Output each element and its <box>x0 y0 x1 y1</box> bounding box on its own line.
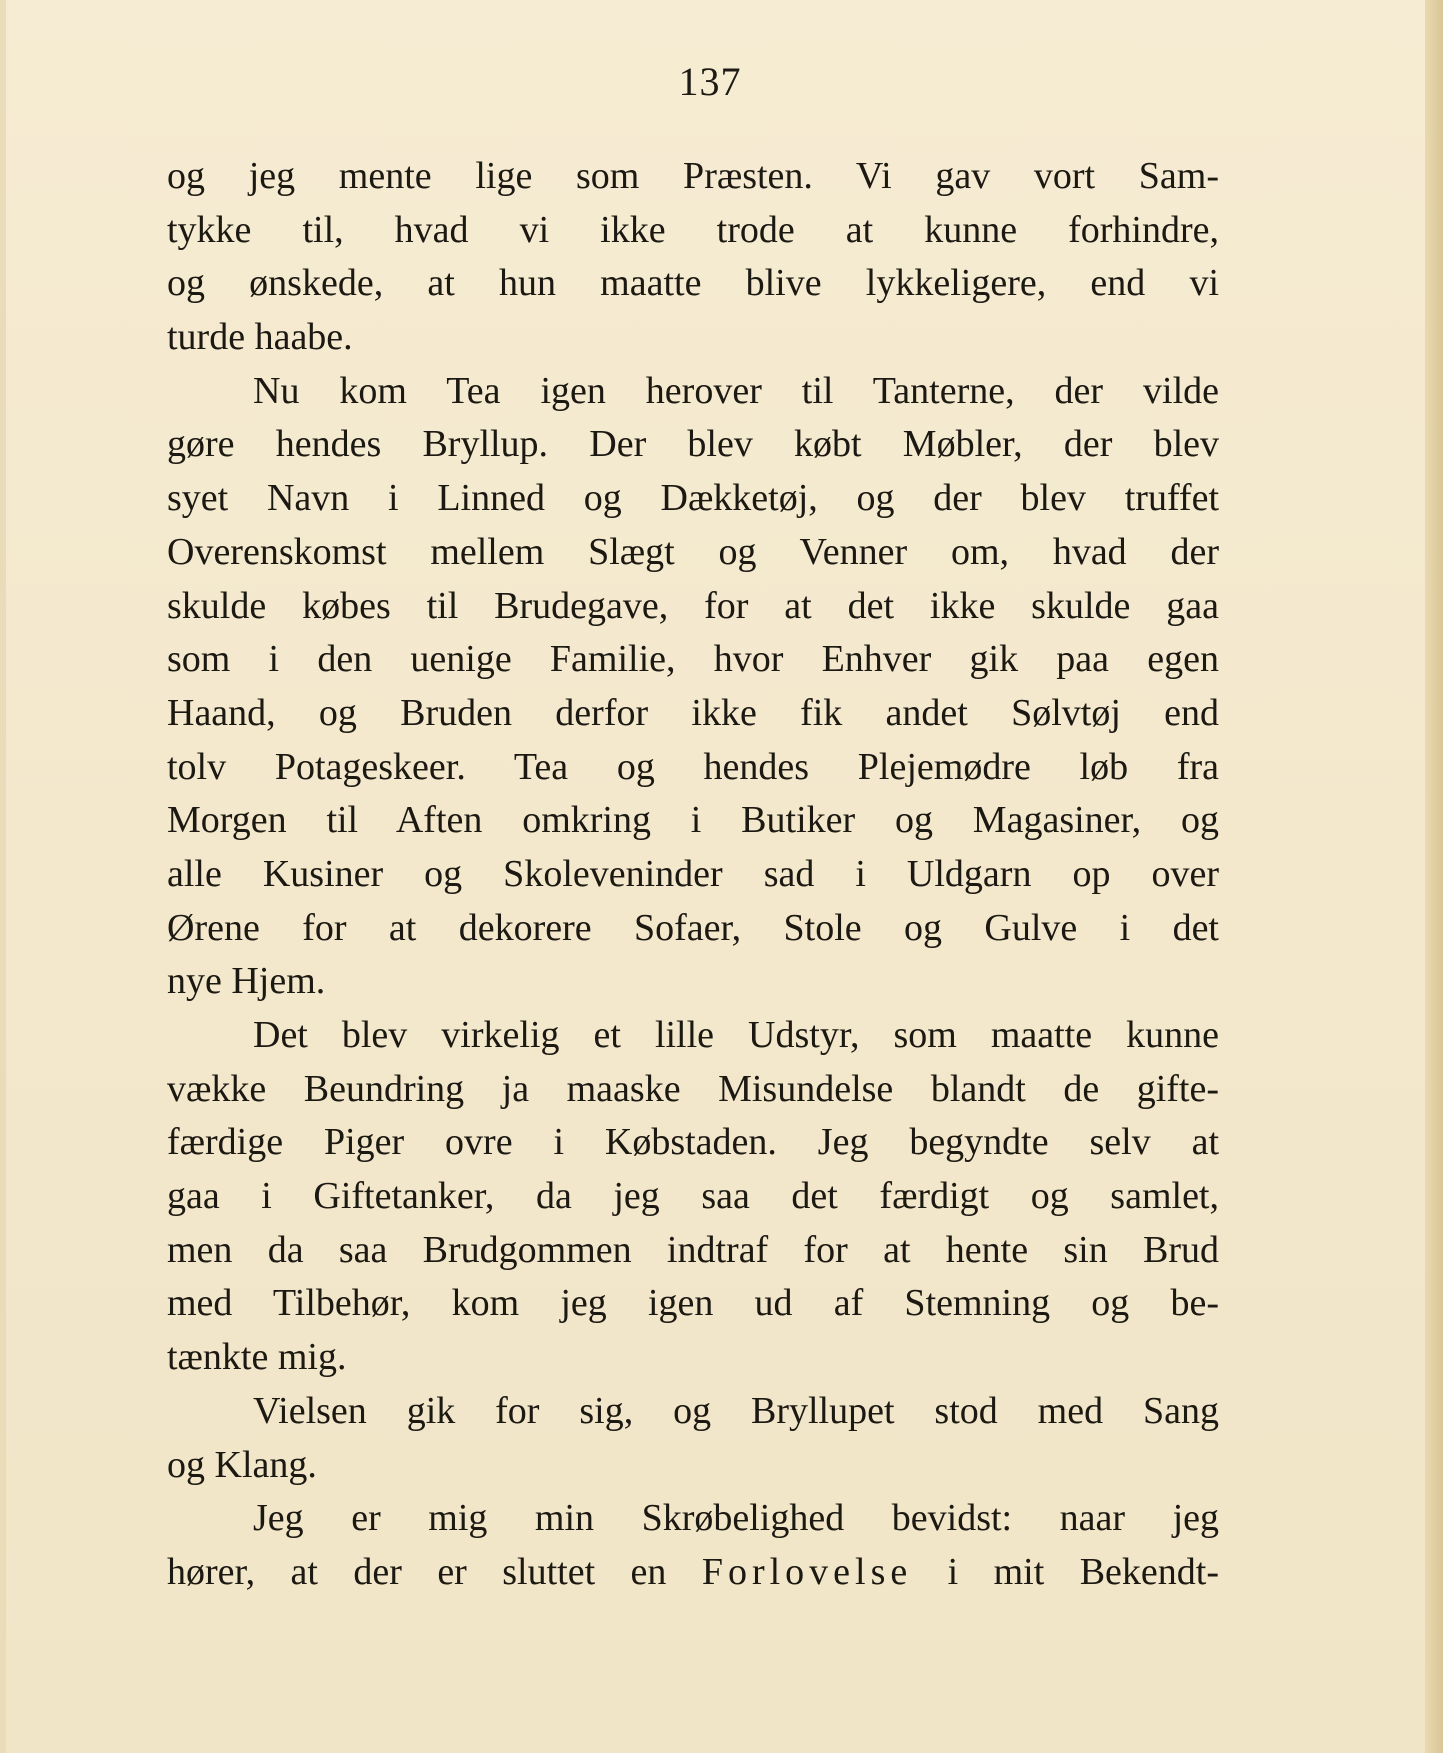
text-line: turde haabe. <box>167 316 353 359</box>
text-line: Haand, og Bruden derfor ikke fik andet Sølvtøj end <box>167 691 1219 734</box>
text-line: Jeg er mig min Skrøbelighed bevidst: naar jeg <box>253 1497 1219 1540</box>
text-line: og jeg mente lige som Præsten. Vi gav vort Sam- <box>167 155 1219 197</box>
text-line: Morgen til Aften omkring i Butiker og Magasiner, og <box>167 799 1219 842</box>
text-line: og ønskede, at hun maatte blive lykkeligere, end vi <box>167 262 1219 305</box>
text-line: med Tilbehør, kom jeg igen ud af Stemning og be- <box>167 1282 1219 1325</box>
text-line: skulde købes til Brudegave, for at det ikke skulde gaa <box>167 584 1219 627</box>
text-line: som i den uenige Familie, hvor Enhver gik paa egen <box>167 638 1219 681</box>
text-line: gøre hendes Bryllup. Der blev købt Møbler, der blev <box>167 423 1219 466</box>
final-line-before: hører, at der er sluttet en <box>167 1550 702 1593</box>
text-line: gaa i Giftetanker, da jeg saa det færdigt og samlet, <box>167 1175 1219 1218</box>
text-line: Ørene for at dekorere Sofaer, Stole og Gulve i det <box>167 906 1219 949</box>
text-line: vække Beundring ja maaske Misundelse blandt de gifte- <box>167 1067 1219 1110</box>
text-line: Nu kom Tea igen herover til Tanterne, der vilde <box>253 369 1219 412</box>
page-edge-right <box>1425 0 1443 1753</box>
text-line: Det blev virkelig et lille Udstyr, som maatte kunne <box>253 1014 1219 1056</box>
final-line-after: i mit Bekendt- <box>912 1550 1219 1593</box>
text-line: men da saa Brudgommen indtraf for at hente sin Brud <box>167 1228 1219 1271</box>
text-line: tænkte mig. <box>167 1336 347 1379</box>
text-line: og Klang. <box>167 1443 317 1486</box>
text-line: alle Kusiner og Skoleveninder sad i Uldgarn op over <box>167 852 1219 895</box>
text-line: syet Navn i Linned og Dækketøj, og der blev truffet <box>167 477 1219 520</box>
text-line: færdige Piger ovre i Købstaden. Jeg begyndte selv at <box>167 1121 1219 1164</box>
final-line-spaced-word: Forlovelse <box>701 1550 913 1593</box>
text-line: tolv Potageskeer. Tea og hendes Plejemødre løb fra <box>167 745 1219 788</box>
text-line: Overenskomst mellem Slægt og Venner om, hvad der <box>167 530 1219 573</box>
page-number: 137 <box>678 59 742 104</box>
text-line: tykke til, hvad vi ikke trode at kunne forhindre, <box>167 208 1219 251</box>
text-line: nye Hjem. <box>167 960 326 1003</box>
body-text <box>167 150 1219 1600</box>
text-line-final <box>167 1546 1219 1600</box>
page-edge-left <box>0 0 6 1753</box>
text-line: Vielsen gik for sig, og Bryllupet stod med Sang <box>253 1389 1219 1432</box>
